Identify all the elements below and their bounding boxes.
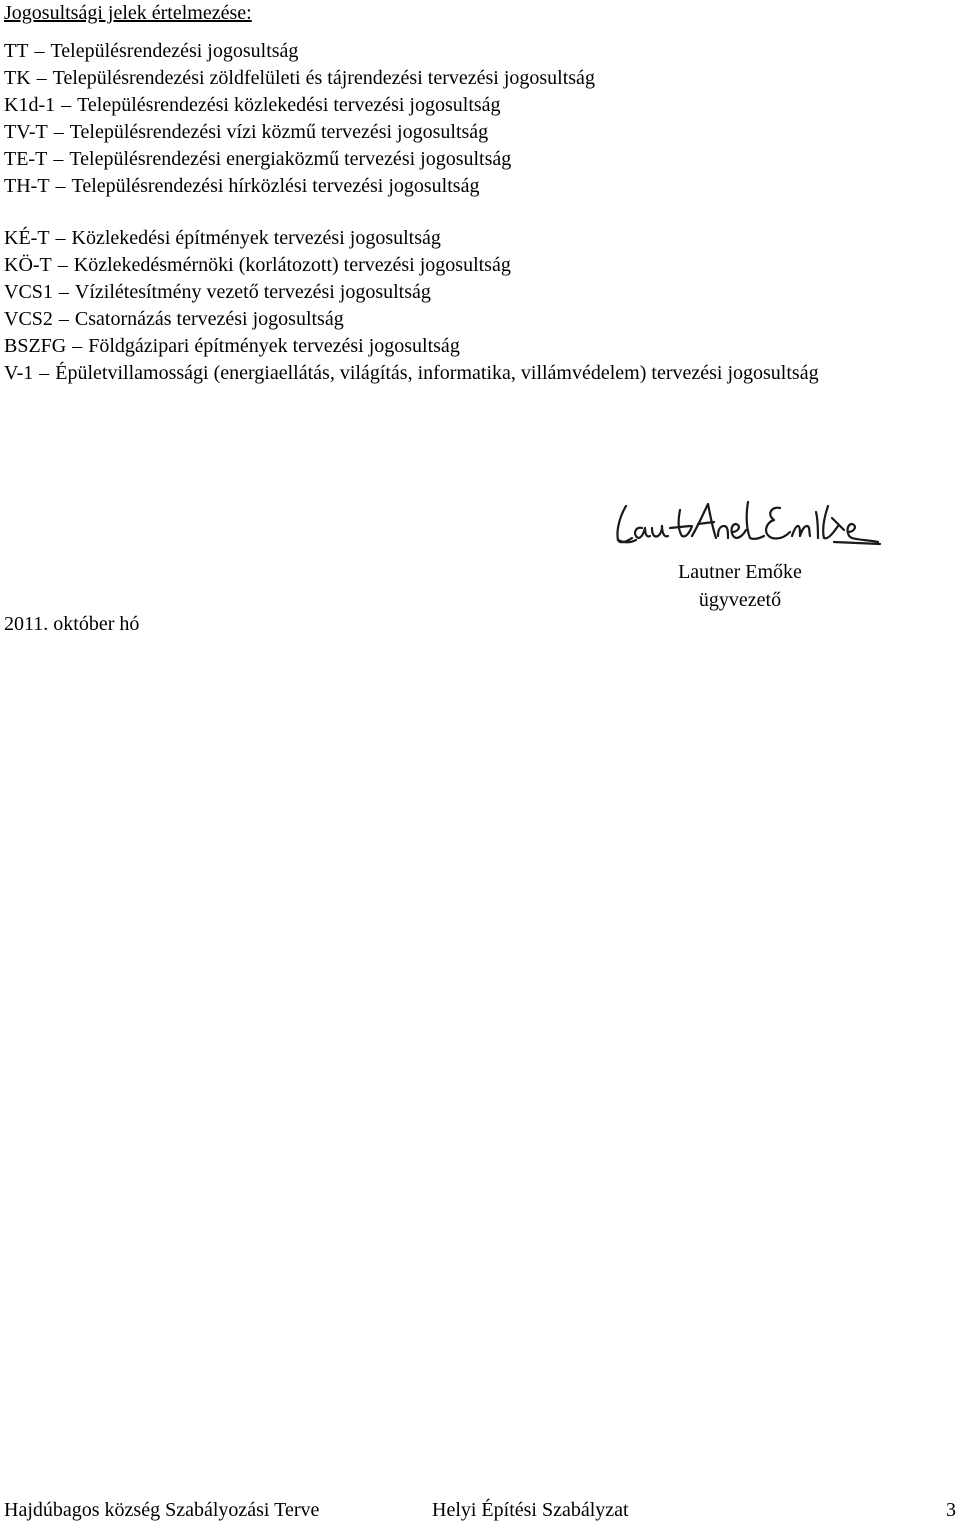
signature-stroke [834,542,880,544]
signature-stroke [718,526,728,538]
handwritten-signature [612,492,882,552]
legend-item [4,225,819,252]
signature-stroke [692,504,716,538]
legend-item [4,360,819,387]
legend-text: Településrendezési hírközlési tervezési jogosultság [71,175,480,197]
legend-dash: – [57,254,68,276]
signature-stroke [679,510,692,536]
page-footer [4,1496,956,1524]
signature-stroke [832,518,844,530]
legend-text: Közlekedési építmények tervezési jogosultság [71,227,441,249]
legend-code: KÉ-T [4,227,50,249]
legend-item [4,92,595,119]
legend-code: TT [4,40,29,62]
legend-heading: Jogosultsági jelek értelmezése: [4,2,252,24]
legend-code: V-1 [4,362,34,384]
page-number: 3 [946,1499,956,1521]
signature-stroke [635,528,650,538]
legend-text: Földgázipari építmények tervezési jogosultság [88,335,460,357]
legend-item [4,65,595,92]
signature-stroke [766,508,790,539]
signatory-block [620,558,860,614]
legend-code: KÖ-T [4,254,52,276]
legend-group-engineering [4,225,819,387]
legend-item [4,173,595,200]
legend-text: Csatornázás tervezési jogosultság [74,308,344,330]
legend-code: BSZFG [4,335,67,357]
legend-dash: – [36,67,47,89]
signature-stroke [792,526,810,536]
legend-group-settlement [4,38,595,200]
legend-code: K1d-1 [4,94,56,116]
signatory-title: ügyvezető [698,589,782,611]
legend-text: Településrendezési közlekedési tervezési jogosultság [77,94,501,116]
legend-item [4,146,595,173]
footer-document-title: Hajdúbagos község Szabályozási Terve [4,1499,320,1521]
legend-code: VCS2 [4,308,53,330]
legend-dash: – [58,308,69,330]
legend-text: Településrendezési energiaközmű tervezési jogosultság [69,148,512,170]
legend-item [4,119,595,146]
legend-text: Településrendezési zöldfelületi és tájrendezési tervezési jogosultság [52,67,595,89]
legend-dash: – [55,227,66,249]
legend-dash: – [34,40,45,62]
legend-code: TV-T [4,121,48,143]
legend-text: Településrendezési vízi közmű tervezési jogosultság [69,121,489,143]
legend-code: VCS1 [4,281,53,303]
legend-code: TK [4,67,31,89]
signature-stroke [652,526,668,537]
signature-stroke [747,502,764,539]
legend-item [4,38,595,65]
legend-dash: – [72,335,83,357]
legend-dash: – [53,148,64,170]
footer-section-title: Helyi Építési Szabályzat [432,1499,629,1521]
legend-text: Településrendezési jogosultság [50,40,299,62]
signatory-name: Lautner Emőke [678,561,802,583]
document-date: 2011. október hó [4,613,140,635]
legend-item [4,306,819,333]
legend-code: TH-T [4,175,50,197]
legend-code: TE-T [4,148,48,170]
signature-stroke [816,512,818,538]
legend-text: Közlekedésmérnöki (korlátozott) tervezési jogosultság [73,254,511,276]
legend-item [4,252,819,279]
legend-dash: – [58,281,69,303]
legend-text: Épületvillamossági (energiaellátás, világítás, informatika, villámvédelem) tervezési jogosultság [55,362,819,384]
signature-stroke [732,524,747,538]
signature-stroke [848,524,879,542]
legend-dash: – [53,121,64,143]
legend-dash: – [55,175,66,197]
legend-item [4,279,819,306]
legend-dash: – [39,362,50,384]
legend-text: Vízilétesítmény vezető tervezési jogosultság [74,281,431,303]
legend-item [4,333,819,360]
signature-stroke [617,506,632,542]
legend-dash: – [61,94,72,116]
